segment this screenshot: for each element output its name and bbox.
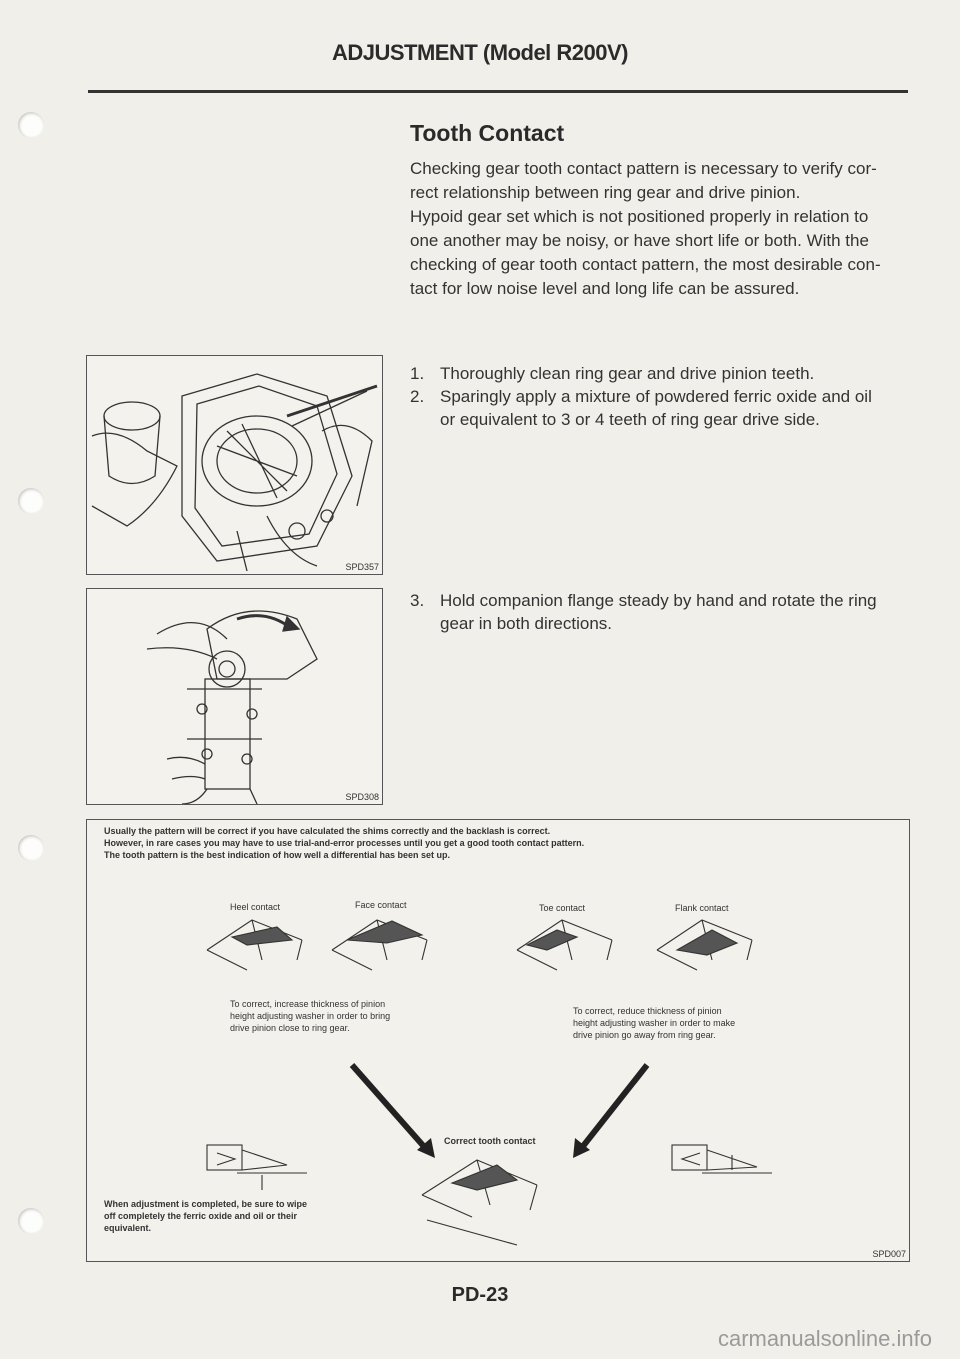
right-pinion-sketch <box>672 1145 772 1173</box>
arrow-right-to-correct <box>580 1065 647 1150</box>
figure-code: SPD357 <box>345 562 379 572</box>
figure-rotate-ring-gear <box>86 588 383 805</box>
figure-code: SPD007 <box>872 1249 906 1259</box>
flank-contact-label: Flank contact <box>675 903 729 913</box>
intro-line: tact for low noise level and long life can be assured. <box>410 279 800 298</box>
binder-hole <box>18 488 44 514</box>
step-line: Thoroughly clean ring gear and drive pinion teeth. <box>440 364 815 383</box>
intro-line: checking of gear tooth contact pattern, the most desirable con- <box>410 255 881 274</box>
intro-line: one another may be noisy, or have short life or both. With the <box>410 231 869 250</box>
note-line: When adjustment is completed, be sure to wipe <box>104 1199 308 1209</box>
step-text <box>440 589 877 635</box>
left-correction-text <box>230 998 460 1034</box>
companion-flange-illustration <box>87 589 382 804</box>
instruction-line: drive pinion close to ring gear. <box>230 1023 350 1033</box>
step-line: gear in both directions. <box>440 614 612 633</box>
step-item <box>410 589 910 635</box>
instruction-line: To correct, increase thickness of pinion <box>230 999 386 1009</box>
step-text <box>440 385 872 431</box>
note-line: The tooth pattern is the best indication of how well a differential has been set up. <box>104 850 451 860</box>
intro-paragraph <box>410 157 910 301</box>
step-number: 3. <box>410 591 425 610</box>
toe-contact-label: Toe contact <box>539 903 586 913</box>
intro-line: rect relationship between ring gear and drive pinion. <box>410 183 801 202</box>
step-number: 2. <box>410 387 425 406</box>
step-number: 1. <box>410 364 425 383</box>
intro-line: Hypoid gear set which is not positioned properly in relation to <box>410 207 869 226</box>
instruction-line: drive pinion go away from ring gear. <box>573 1030 716 1040</box>
heel-contact-label: Heel contact <box>230 902 281 912</box>
note-line: However, in rare cases you may have to use trial-and-error processes until you get a good tooth contact pattern. <box>104 838 585 848</box>
arrow-left-to-correct <box>352 1065 427 1150</box>
watermark: carmanualsonline.info <box>717 1326 932 1351</box>
binder-hole <box>18 835 44 861</box>
instruction-line: height adjusting washer in order to bring <box>230 1011 391 1021</box>
page-header-title: ADJUSTMENT (Model R200V) <box>331 40 629 65</box>
step-item <box>410 362 910 385</box>
differential-illustration <box>87 356 382 574</box>
instruction-line: height adjusting washer in order to make <box>573 1018 736 1028</box>
step-line: Sparingly apply a mixture of powdered ferric oxide and oil <box>440 387 872 406</box>
face-contact-tooth <box>332 920 427 970</box>
step-text <box>440 362 814 385</box>
section-title: Tooth Contact <box>410 120 565 146</box>
step-item <box>410 385 910 431</box>
step-list <box>410 362 910 431</box>
left-pinion-sketch <box>207 1145 307 1190</box>
figure-code: SPD308 <box>345 792 379 802</box>
intro-line: Checking gear tooth contact pattern is necessary to verify cor- <box>410 159 877 178</box>
page-number: PD-23 <box>451 1284 509 1306</box>
face-contact-label: Face contact <box>355 900 407 910</box>
step-list <box>410 589 910 635</box>
note-line: off completely the ferric oxide and oil or their <box>104 1211 298 1221</box>
right-correction-text <box>573 1005 813 1041</box>
header-rule <box>88 90 908 93</box>
note-line: equivalent. <box>104 1223 152 1233</box>
heel-contact-tooth <box>207 920 302 970</box>
final-note <box>104 1198 404 1234</box>
toe-contact-tooth <box>517 920 612 970</box>
correct-contact-label: Correct tooth contact <box>444 1136 536 1146</box>
binder-hole <box>18 112 44 138</box>
tooth-contact-diagram <box>86 819 910 1262</box>
flank-contact-tooth <box>657 920 752 970</box>
step-line: Hold companion flange steady by hand and rotate the ring <box>440 591 877 610</box>
figure-apply-ferric-oxide <box>86 355 383 575</box>
note-line: Usually the pattern will be correct if you have calculated the shims correctly and the backlash is correct. <box>104 826 551 836</box>
correct-contact-tooth <box>422 1160 537 1245</box>
binder-hole <box>18 1208 44 1234</box>
step-line: or equivalent to 3 or 4 teeth of ring gear drive side. <box>440 410 820 429</box>
instruction-line: To correct, reduce thickness of pinion <box>573 1006 722 1016</box>
